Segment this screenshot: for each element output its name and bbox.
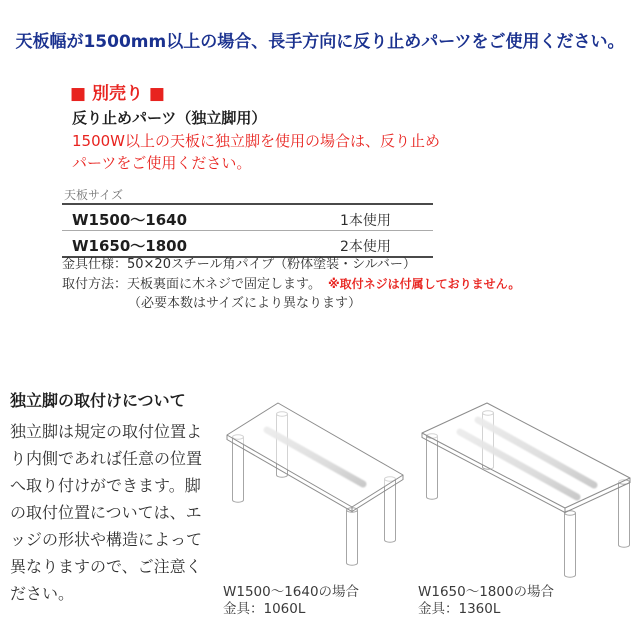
caption-size-range: W1650～1800の場合: [418, 584, 555, 600]
spec-block: [62, 255, 520, 314]
warning-line-1: 1500W以上の天板に独立脚を使用の場合は、反り止め: [72, 132, 441, 150]
diagram-caption: [418, 584, 554, 618]
size-table-header: 天板サイズ: [64, 188, 124, 202]
spec-quantity-note: （必要本数はサイズにより異なります）: [128, 296, 361, 311]
warning-line-2: パーツをご使用ください。: [72, 154, 252, 172]
table-diagram-one-bar: [195, 380, 425, 590]
install-guide-body: 独立脚は規定の取付位置より内側であれば任意の位置へ取り付けができます。脚の取付位置については、エッジの形状や構造によって異なりますので、ご注意ください。: [10, 422, 203, 603]
spec-mounting-line: [62, 275, 520, 295]
spec-mounting: 取付方法：天板裏面に木ネジで固定します。: [62, 276, 321, 292]
spec-hardware: 金具仕様：50×20スチール角パイプ（粉体塗装・シルバー）: [62, 257, 416, 272]
usage-cell: 1本使用: [340, 213, 391, 229]
top-notice: 天板幅が1500mm以上の場合、長手方向に反り止めパーツをご使用ください。: [15, 32, 625, 52]
caption-size-range: W1500～1640の場合: [223, 584, 360, 600]
warning-text: [72, 130, 440, 174]
sold-separately-badge: ■ 別売り ■: [70, 84, 165, 104]
caption-part-length: 金具：1060L: [223, 601, 306, 617]
table-row: [62, 203, 433, 231]
spec-mounting-note: ※取付ネジは付属しておりません。: [327, 276, 521, 291]
caption-part-length: 金具：1360L: [418, 601, 501, 617]
usage-cell: 2本使用: [340, 239, 391, 255]
install-guide: [10, 388, 211, 607]
table-row: [62, 231, 433, 258]
size-cell: W1650～1800: [72, 237, 188, 255]
diagram-caption: [223, 584, 359, 618]
table-diagram-two-bars: [408, 378, 640, 593]
size-cell: W1500～1640: [72, 211, 188, 229]
product-title: 反り止めパーツ（独立脚用）: [72, 109, 267, 127]
install-guide-title: 独立脚の取付けについて: [10, 391, 186, 410]
size-table: [62, 186, 433, 258]
